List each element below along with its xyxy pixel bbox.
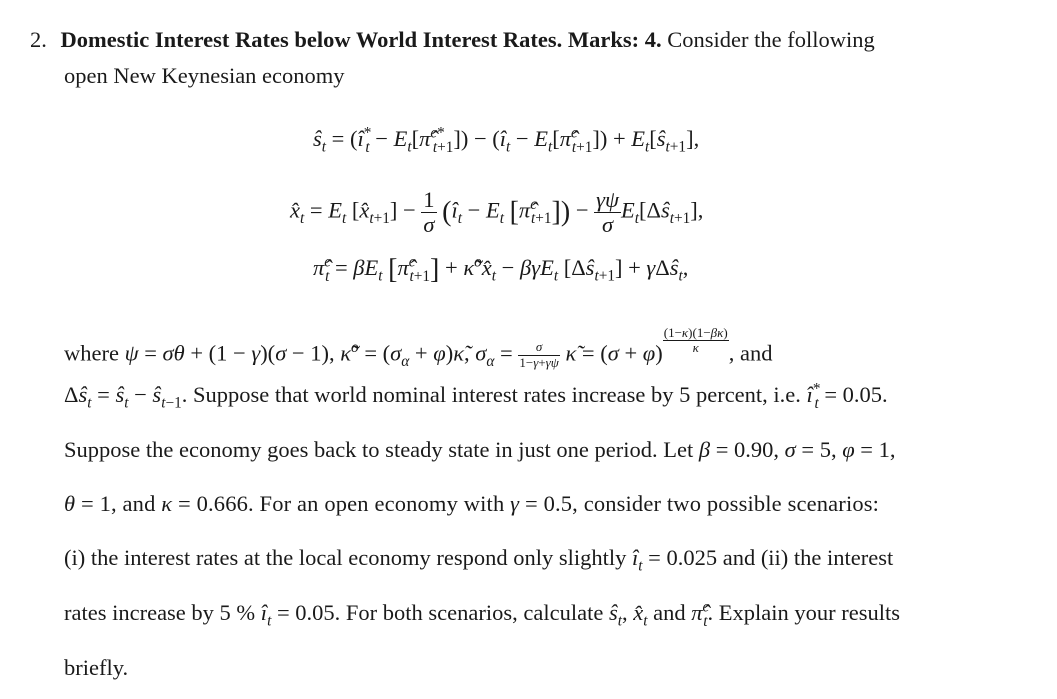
scenario-line-1: (i) the interest rates at the local economy respond only slightly $î_t = 0.025$ and (ii) the interest	[64, 545, 894, 575]
problem-intro-2: open New Keynesian economy	[64, 63, 345, 88]
phi-value: 1	[878, 437, 890, 462]
kappa-value: 0.666	[196, 491, 248, 516]
definitions-line-2: $\Delta ŝ_t$ = $ŝ_t$ − $ŝ_{t-1}$. Suppose that world nominal interest rates increase by 5 percent, i.e. $î^*_t = 0.05$.	[64, 380, 888, 412]
and-word: and	[653, 600, 686, 625]
where-label: where	[64, 340, 119, 366]
explain-text: . Explain your results	[707, 600, 901, 625]
scenario-1-rate: 0.025	[666, 545, 718, 570]
beta-value: 0.90	[734, 437, 774, 462]
parameters-line-1: Suppose the economy goes back to steady state in just one period. Let β = 0.90, σ = 5, φ = 1,	[64, 437, 896, 462]
problem-marks: Marks: 4.	[567, 27, 662, 52]
sigma-value: 5	[819, 437, 831, 462]
parameters-line-2: θ = 1, and κ = 0.666. For an open economy with γ = 0.5, consider two possible scenarios:	[64, 491, 880, 516]
equation-output-gap: $x̂_t = E_t$ $[x̂_{t+1}]$ − $\frac{1}{\sigma}$ ($î_t - E_t$ [π̂$^c_{t+1}$]) − $\frac{\gamma\psi}{\sigma}$ $E_t[\Delta ŝ_{t+1}]$,	[290, 187, 704, 237]
open-economy-text: . For an open economy with	[248, 491, 505, 516]
scenario-1-text: (i) the interest rates at the local economy respond only slightly	[64, 545, 627, 570]
problem-intro: Consider the following	[667, 27, 875, 52]
equation-exchange-rate: $ŝ_t$ = ($î^*_t$ − $E_t[\pî^{c*}_{t+1}]$) − ($î_t$ − $E_t[\pî^c_{t+1}]$) + $E_t[ŝ_{t+1}]$,	[313, 124, 700, 156]
equation-phillips-curve: π̂$^c_t$ = $\beta E_t$ [π̂$^c_{t+1}$] + $\kappã̃^ox̂_t - \beta\gamma E_t$ $[\Delta ŝ_{t+1}]$ + γΔŝ$_t$,	[313, 253, 689, 285]
scenario-2-rate: 0.05	[295, 600, 335, 625]
scenario-2-text: and (ii) the interest	[722, 545, 894, 570]
world-rate-text: . Suppose that world nominal interest rates increase by 5 percent, i.e.	[181, 382, 801, 407]
problem-title: Domestic Interest Rates below World Interest Rates.	[60, 27, 563, 52]
and-connector: , and	[111, 491, 156, 516]
and-label: , and	[728, 340, 773, 366]
steady-state-text: Suppose the economy goes back to steady state in just one period. Let	[64, 437, 694, 462]
scenarios-text: , consider two possible scenarios:	[572, 491, 880, 516]
world-rate-value: 0.05	[842, 382, 883, 407]
gamma-value: 0.5	[543, 491, 573, 516]
theta-value: 1	[99, 491, 111, 516]
definitions-line-1: where ψ = σθ + (1 − γ)(σ − 1), κ̃̃$^o$ = ($\sigma_\alpha$ + φ)κ̃, $\sigma_\alpha$ = $\frac{\sigma}{1-\gamma+\gamma\psi}$ κ̃ = (σ + φ) $\frac{(1-\kappa)(1-\beta\kappa)}{\kappa}$ , and	[64, 325, 773, 370]
scenario-line-2: rates increase by 5 % $î_t = 0.05$. For both scenarios, calculate $ŝ_t$, $x̂_t$ and π̂$^c_t$. Explain your results	[64, 598, 901, 630]
problem-heading	[30, 26, 875, 54]
calculate-text: . For both scenarios, calculate	[334, 600, 604, 625]
scenario-2-increase-text: rates increase by 5 %	[64, 600, 256, 625]
briefly-text: briefly.	[64, 655, 129, 680]
problem-number: 2.	[30, 27, 47, 52]
